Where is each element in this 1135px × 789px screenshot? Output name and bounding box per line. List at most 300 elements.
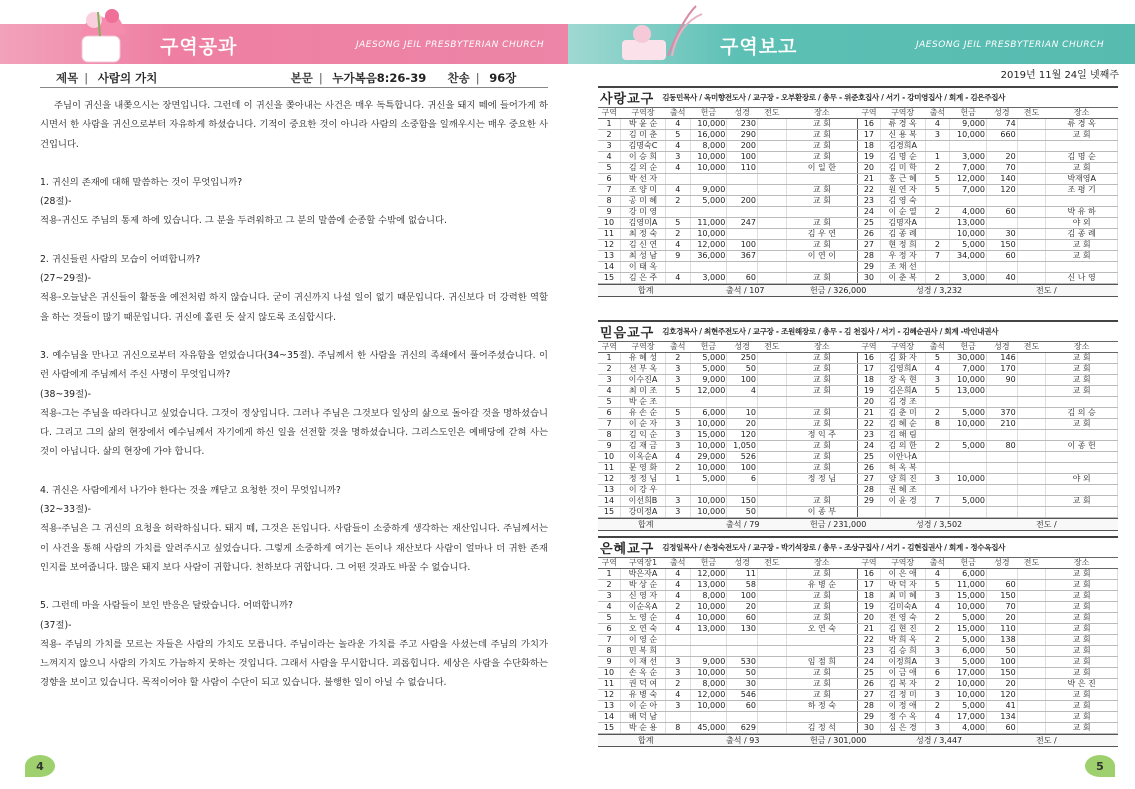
table-cell [757,163,786,174]
table-cell: 20 [858,163,880,174]
table-cell: 교 회 [786,196,858,207]
table-cell: 5 [665,386,690,397]
table-cell [925,463,950,474]
table-cell [1017,273,1046,284]
table-cell: 10,000 [690,152,727,163]
table-cell: 이 일 한 [786,163,858,174]
table-cell: 2 [665,196,690,207]
table-cell: 4,000 [950,723,987,734]
table-cell: 정 익 주 [786,430,858,441]
table-cell: 6 [598,174,620,185]
table-cell: 조 양 미 [620,185,665,196]
table-cell: 야 외 [1046,218,1118,229]
table-cell: 10,000 [950,375,987,386]
table-cell: 27 [858,240,880,251]
table-cell: 20 [727,602,758,613]
table-row [598,657,1118,668]
table-cell: 이 종 헌 [1046,441,1118,452]
table-cell: 26 [858,463,880,474]
table-cell: 110 [727,163,758,174]
table-cell [786,207,858,218]
table-cell: 45,000 [690,723,727,734]
table-cell: 25 [858,218,880,229]
table-cell: 교 회 [1046,496,1118,507]
table-cell: 교 회 [786,569,858,580]
table-cell [757,152,786,163]
column-header: 헌금 [690,108,727,119]
table-cell: 5 [665,130,690,141]
table-cell: 4 [665,163,690,174]
table-cell: 김 의 순 [620,163,665,174]
table-cell: 교 회 [786,679,858,690]
table-cell: 3 [925,591,950,602]
table-cell: 교 회 [786,452,858,463]
total-label: 합계 [638,520,654,529]
column-header: 전도 [757,342,786,353]
table-row [598,485,1118,496]
paragraph-gap [40,231,548,250]
table-cell: 3 [665,668,690,679]
table-row [598,701,1118,712]
table-cell: 김 신 연 [620,240,665,251]
table-cell: 유 병 순 [786,580,858,591]
table-cell: 8 [925,419,950,430]
table-cell: 4 [665,119,690,130]
table-cell [987,397,1018,408]
district-table [598,558,1118,734]
table-cell: 13 [598,485,620,496]
column-header: 장소 [1046,342,1118,353]
table-row [598,441,1118,452]
table-cell: 야 외 [1046,474,1118,485]
lesson-title: 사람의 가치 [97,71,158,85]
table-cell: 김 영 숙 [880,196,925,207]
table-cell: 21 [858,174,880,185]
table-row [598,613,1118,624]
table-cell: 10 [727,408,758,419]
scripture-ref: 누가복음8:26-39 [332,71,427,85]
total-offering: 헌금 / 326,000 [810,286,867,295]
table-row [598,668,1118,679]
table-cell: 2 [665,463,690,474]
table-cell: 23 [858,196,880,207]
table-cell: 교 회 [1046,712,1118,723]
table-cell: 138 [987,635,1018,646]
table-cell: 박 상 순 [620,580,665,591]
table-cell [786,262,858,273]
table-cell [757,130,786,141]
table-cell: 이순옥A [620,602,665,613]
table-row [598,463,1118,474]
table-cell: 김 화 자 [880,353,925,364]
table-row [598,262,1118,273]
table-cell [1017,174,1046,185]
table-cell [757,452,786,463]
table-cell: 530 [727,657,758,668]
table-cell: 34,000 [950,251,987,262]
table-cell: 25 [858,452,880,463]
table-cell: 교 회 [1046,657,1118,668]
table-cell [1017,657,1046,668]
table-cell: 김은희A [880,386,925,397]
table-cell: 12 [598,240,620,251]
table-cell [757,408,786,419]
report-date: 2019년 11월 24일 넷째주 [1000,70,1119,81]
table-cell: 선 부 옥 [620,364,665,375]
table-cell [1017,262,1046,273]
table-cell: 박 선 자 [620,174,665,185]
table-cell: 10,000 [690,119,727,130]
table-cell: 19 [858,602,880,613]
table-cell: 박 윤 순 [620,119,665,130]
table-cell: 3 [665,507,690,518]
table-cell: 오 연 숙 [620,624,665,635]
table-cell [690,635,727,646]
table-cell: 120 [727,430,758,441]
table-cell [925,397,950,408]
table-cell: 이 태 옥 [620,262,665,273]
table-cell: 5,000 [950,441,987,452]
table-cell: 교 회 [1046,569,1118,580]
table-cell: 12,000 [690,386,727,397]
table-cell: 36,000 [690,251,727,262]
table-cell: 교 회 [1046,163,1118,174]
table-cell [665,712,690,723]
district-table [598,342,1118,518]
report-page [568,64,1135,789]
table-cell: 교 회 [786,408,858,419]
table-row [598,602,1118,613]
table-cell: 5,000 [950,635,987,646]
table-cell [858,507,880,518]
table-cell: 6,000 [950,569,987,580]
table-cell: 조 평 기 [1046,185,1118,196]
table-cell [757,441,786,452]
table-cell: 30 [987,229,1018,240]
district-section [598,320,1118,531]
table-cell: 70 [987,602,1018,613]
table-cell: 교 회 [1046,130,1118,141]
table-row [598,229,1118,240]
column-header: 성경 [987,558,1018,569]
table-cell [950,196,987,207]
table-cell: 박 순 조 [620,397,665,408]
table-cell: 80 [987,441,1018,452]
table-cell: 29 [858,262,880,273]
table-cell [987,474,1018,485]
table-cell: 김 춘 미 [880,408,925,419]
table-cell: 김 복 자 [880,679,925,690]
table-cell: 6,000 [950,646,987,657]
table-cell: 최 미 혜 [880,591,925,602]
table-cell: 5,000 [690,474,727,485]
column-header: 구역 [598,342,620,353]
total-attend: 출석 / 79 [726,520,760,529]
table-cell: 21 [858,408,880,419]
table-cell [757,185,786,196]
table-cell: 이수진A [620,375,665,386]
table-cell [757,507,786,518]
table-cell [665,174,690,185]
table-cell: 교 회 [786,375,858,386]
table-cell: 권 덕 여 [620,679,665,690]
table-cell [690,646,727,657]
table-cell: 30 [858,273,880,284]
total-evangel: 전도 / [1036,736,1057,745]
table-cell: 134 [987,712,1018,723]
table-cell [757,463,786,474]
table-cell: 양 희 진 [880,474,925,485]
table-cell: 교 회 [1046,624,1118,635]
table-cell [1017,207,1046,218]
table-cell: 13,000 [690,624,727,635]
table-cell: 9,000 [690,375,727,386]
column-header: 전도 [1017,108,1046,119]
table-cell [757,430,786,441]
table-cell: 60 [987,723,1018,734]
total-evangel: 전도 / [1036,520,1057,529]
table-cell: 민 복 희 [620,646,665,657]
column-header: 헌금 [690,558,727,569]
table-cell: 16,000 [690,130,727,141]
table-cell [1046,397,1118,408]
table-cell: 3 [598,375,620,386]
table-cell: 4 [925,364,950,375]
table-cell [1017,386,1046,397]
table-cell: 우 정 자 [880,251,925,262]
table-cell: 74 [987,119,1018,130]
lesson-body [40,96,548,693]
table-cell [1046,430,1118,441]
table-cell: 교 회 [786,441,858,452]
table-cell: 5 [925,185,950,196]
table-cell: 20 [987,613,1018,624]
table-row [598,569,1118,580]
lesson-paragraph: 1. 귀신의 존재에 대해 말씀하는 것이 무엇입니까? [40,176,243,188]
table-cell [987,496,1018,507]
table-cell: 2 [925,624,950,635]
table-row [598,251,1118,262]
table-cell: 문 영 화 [620,463,665,474]
table-cell [1017,635,1046,646]
table-cell [1017,646,1046,657]
table-cell: 12,000 [690,690,727,701]
table-cell [1017,397,1046,408]
table-cell [757,635,786,646]
table-cell: 16 [858,353,880,364]
table-row [598,679,1118,690]
table-cell: 4 [925,569,950,580]
table-cell: 100 [727,240,758,251]
table-cell: 100 [727,152,758,163]
table-cell: 5 [925,174,950,185]
table-cell: 30 [858,723,880,734]
district-staff: 김정일목사 / 손정숙전도사 / 교구장 - 박기석장로 / 총무 - 조상구집사 / 서기 - 김현집권사 / 회계 - 정수옥집사 [662,543,1006,552]
table-cell: 교 회 [786,152,858,163]
table-cell [925,141,950,152]
table-cell [757,657,786,668]
table-cell: 5,000 [950,408,987,419]
table-cell: 박 덕 자 [880,580,925,591]
table-cell: 3 [665,152,690,163]
table-cell: 17,000 [950,668,987,679]
table-cell: 김명자A [880,218,925,229]
table-cell [1046,507,1118,518]
lesson-paragraph: 적용-주님은 그 귀신의 요청을 허락하십니다. 돼지 떼, 그것은 돈입니다. 사람들이 소중하게 생각하는 재산입니다. 주님께서는 이 사건을 통해 사람의 가치를 알려주시고 싶었습니다. 그렇게 소중하게 여기는 돈이나 재산보다 사람이 얼마나 더 귀한 존재인지를 보여줍니다. 많은 돼지 보다 사람이 귀합니다. 천하보다 귀합니다. 그 어떤 것과도 바꿀 수 없습니다. [40,523,548,573]
table-cell: 40 [987,273,1018,284]
table-row [598,419,1118,430]
table-cell: 김 해 림 [880,430,925,441]
table-cell: 150 [727,496,758,507]
table-cell: 290 [727,130,758,141]
table-cell: 2 [925,163,950,174]
table-cell: 김 미 춘 [620,130,665,141]
table-row [598,273,1118,284]
table-cell: 7 [598,635,620,646]
table-row [598,690,1118,701]
table-cell: 교 회 [786,690,858,701]
table-row [598,152,1118,163]
column-header: 구역 [858,342,880,353]
table-cell [1017,251,1046,262]
table-cell: 교 회 [786,591,858,602]
column-header: 구역 [598,558,620,569]
table-cell: 3 [665,419,690,430]
table-cell [690,207,727,218]
table-row [598,635,1118,646]
table-cell: 23 [858,646,880,657]
table-cell: 교 회 [1046,668,1118,679]
table-cell: 4 [665,185,690,196]
table-cell: 류 경 옥 [1046,119,1118,130]
table-cell: 최 미 조 [620,386,665,397]
table-cell: 50 [727,364,758,375]
table-cell: 10,000 [690,419,727,430]
table-cell: 15,000 [690,430,727,441]
table-row [598,496,1118,507]
table-cell [757,141,786,152]
table-cell: 11 [598,229,620,240]
table-cell [950,452,987,463]
table-cell: 김 종 례 [880,229,925,240]
table-cell [1017,679,1046,690]
table-cell [665,397,690,408]
table-cell [1017,163,1046,174]
table-cell [757,485,786,496]
table-cell: 교 회 [786,273,858,284]
table-cell [987,141,1018,152]
table-cell: 60 [987,251,1018,262]
table-cell: 이선희B [620,496,665,507]
table-cell: 3 [665,496,690,507]
table-cell: 7 [598,419,620,430]
table-cell: 3 [598,141,620,152]
table-cell: 김영희A [880,364,925,375]
table-cell: 4 [665,240,690,251]
table-cell [757,712,786,723]
table-cell [987,507,1018,518]
table-cell: 250 [727,353,758,364]
table-cell: 150 [987,240,1018,251]
table-cell [1017,240,1046,251]
table-cell [727,485,758,496]
table-cell: 박 순 용 [620,723,665,734]
table-cell: 7 [598,185,620,196]
table-cell: 김 의 한 [880,441,925,452]
table-cell: 10,000 [950,419,987,430]
table-cell: 심 은 경 [880,723,925,734]
table-cell: 10,000 [690,441,727,452]
table-cell: 김 종 례 [1046,229,1118,240]
table-cell: 1 [598,569,620,580]
table-cell: 허 옥 복 [880,463,925,474]
district-header [598,536,1118,558]
column-header: 전도 [1017,558,1046,569]
table-cell: 10,000 [950,130,987,141]
table-cell: 2 [925,701,950,712]
table-cell: 4 [665,591,690,602]
table-cell: 교 회 [1046,580,1118,591]
column-header: 출석 [925,108,950,119]
table-cell: 유 병 숙 [620,690,665,701]
table-cell: 박 희 옥 [880,635,925,646]
title-label: 제목 [56,71,79,85]
table-cell: 8,000 [690,591,727,602]
table-cell [1017,485,1046,496]
table-cell: 이 순 자 [620,419,665,430]
table-cell: 5 [925,353,950,364]
table-cell: 11,000 [690,218,727,229]
table-cell: 교 회 [786,130,858,141]
table-cell: 4 [925,119,950,130]
table-cell: 교 회 [1046,591,1118,602]
table-cell: 4 [665,141,690,152]
table-cell: 15,000 [950,591,987,602]
table-row [598,353,1118,364]
table-cell: 김 의 승 [1046,408,1118,419]
table-cell: 강 미 영 [620,207,665,218]
table-cell: 김 혜 순 [880,419,925,430]
table-cell: 8 [598,646,620,657]
table-cell: 교 회 [786,364,858,375]
table-row [598,397,1118,408]
table-cell: 전 영 숙 [880,613,925,624]
table-cell: 4 [598,602,620,613]
table-cell: 교 회 [786,613,858,624]
table-cell: 100 [727,591,758,602]
table-cell: 6 [598,624,620,635]
table-cell: 25 [858,668,880,679]
total-offering: 헌금 / 231,000 [810,520,867,529]
table-cell: 10 [598,218,620,229]
table-cell [727,174,758,185]
table-cell: 하 정 숙 [786,701,858,712]
table-cell: 10,000 [690,668,727,679]
table-cell [757,569,786,580]
table-cell: 370 [987,408,1018,419]
table-cell: 5,000 [950,496,987,507]
table-cell: 2 [925,679,950,690]
total-attend: 출석 / 107 [726,286,765,295]
table-cell: 16 [858,569,880,580]
table-cell [690,485,727,496]
table-cell: 교 회 [1046,364,1118,375]
table-cell [925,218,950,229]
table-cell: 이 춘 복 [880,273,925,284]
district-total [598,284,1118,297]
table-cell [925,452,950,463]
table-cell: 4 [727,386,758,397]
